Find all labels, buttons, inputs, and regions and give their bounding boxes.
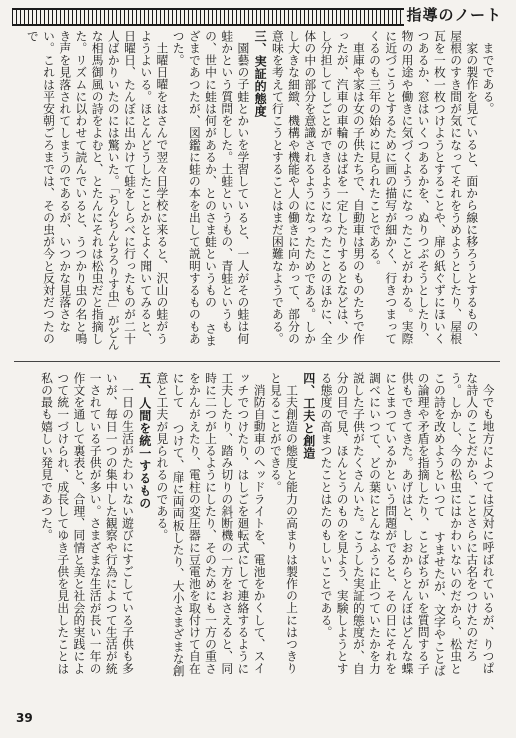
paragraph: 一日の生活がたわいない遊びにすごしている子供も多いが、毎日一つの集中した観察や行為によつて生活が統一されている子供が多い。さまざまな生活が長い一年の作文を通して裏表と、合理、同情と美と社会的実践によつて統一づけられ、成長してゆき子供を見出したことは私の最も嬉しい発見であつた。 xyxy=(39,372,135,675)
header-title: 指導のノート xyxy=(406,6,502,24)
section-heading: 五、人間を統一するもの xyxy=(137,372,152,510)
top-text-column xyxy=(18,30,496,352)
paragraph: 消防自動車のヘッドライトを、電池をかくして、スイッチでつけたり、はしごを廻転式にして連絡するように工夫したり、踏み切りの斜断機の一方をおさえると、同時に二つが上るようにしたり、そのためにも一方の重さをかんがえたり、電柱の変圧器に豆電池を取付けて自在にして つけて、扉に両両板したり、大小さまざまな創意と工夫が見られるのである。 xyxy=(154,372,267,677)
bottom-text-column xyxy=(18,372,496,686)
section-divider xyxy=(14,361,500,362)
paragraph: 土曜日曜をはさんで翌々日学校に来ると、沢山の蛙がうようよいる。ほとんどうしたことかとよく聞いてみると、日曜日、たんぼに出かけて蛙をしらべに行ったものが二十人ばかりいたのには驚いた。「ちんちんちろりす虫」がどんな相馬御風の詩をよむと、とたんにそれは松虫だと指摘した。リズムに以わせて読んでいると、うつかり虫の名と鳴き声を見落されてしまうのであるが、いつかな見落さない。これは平安朝ごろまでは、その虫が今と反対だつたので xyxy=(25,30,169,351)
paragraph: 園藝の子蛙とかいを学習していると、一人がその蛙は何蛙かという質問をした。土蛙というもの、青蛙というもの、世中に蛙は何があるか、とのさま蛙というもの さまざまであつたが、図鑑に蛙の本を出して説明するものもあつた。 xyxy=(171,30,250,347)
section-heading: 四、工夫と創造 xyxy=(301,372,316,460)
paragraph: 車庫や家は女の子供たちで、自動車は男のものたちで作ったが、汽車の車輪のはばを一定したりするとなどは、少し分担してしごとができるようになったことのほかに、全体の中の部分を意識されるようになったためである。しかし大きな細緻、機構や機能や人の働きに向かって、部分の意味を考えて行こうとすることはまだ困難なようである。 xyxy=(270,30,366,345)
paragraph: 工夫創造の態度と能力の高まりは製作の上にはつきりと見ることができる。 xyxy=(268,372,299,675)
paragraph: 家の製作を見ていると、面から線に移ろうとするもの、屋根のすき間が気になってそれをうめようとしたり、屋根瓦を一枚一枚つけようとすることや、扉の紙ぐずにほいくつあるか、窓はいくつあるかを、ぬりつぶそうとしたり、物の用途や働きに気づくようになったことがわかる。実際に近づこうとするために画の描写が細かく、行きつまってくるのも三年の始めに見られたことである。 xyxy=(367,30,479,345)
section-heading: 三、実証的態度 xyxy=(253,30,268,118)
paragraph: 今でも地方によつては反対に呼ばれているが、りつぱな詩人のことだから、ことさらに古名をつけたのだろう。しかし、今の松虫にはかわいないのだから、松虫とこの詩を改めようといつて すませたが、文字やことばの論理や矛盾を指摘したり、ことばちがいを質問する子供もできてきた。あげはと、しおからとんぼはどんな蝶にとまつているかという問題がでると、その日にそれを調べにいつて、どの葉にとんなふうに止つていたかを力説した子供がたくさんいた。こうした実証的態度が、自分の目で見、ほんとうのものを見よう、実験しようとする態度の高まつたことはたのもしいことである。 xyxy=(318,372,495,677)
header-decorative-rule xyxy=(12,8,404,26)
page-number: 39 xyxy=(16,711,33,725)
paragraph: までである。 xyxy=(481,41,495,115)
